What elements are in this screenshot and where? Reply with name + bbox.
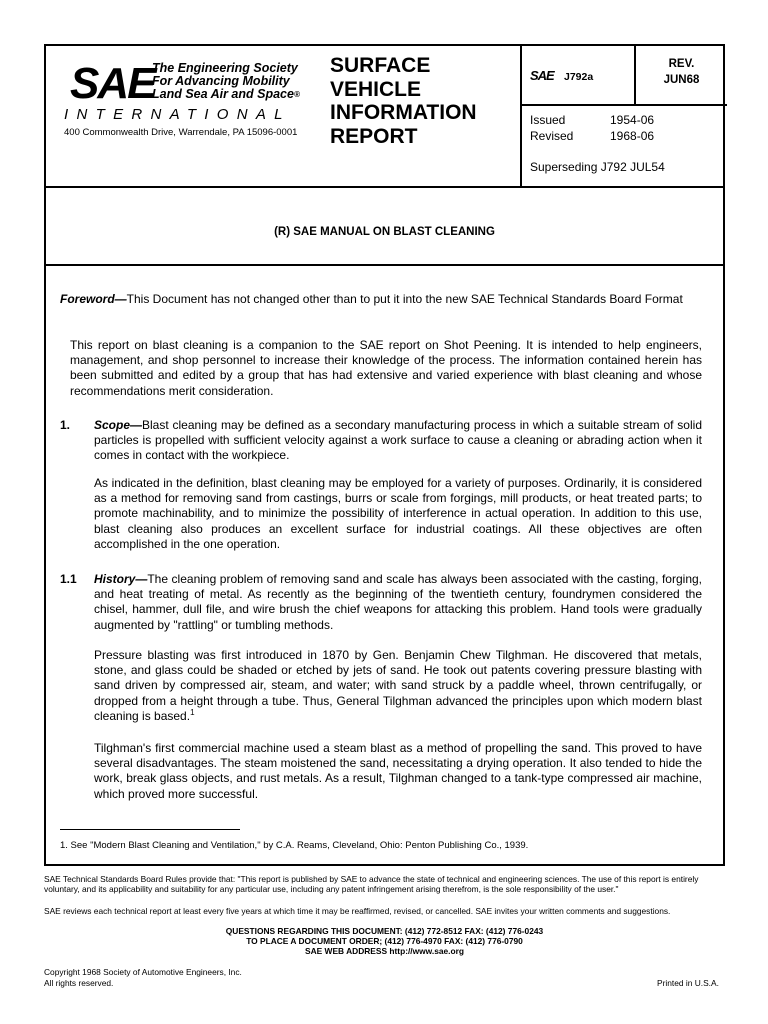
scope-lead: Scope—	[94, 418, 143, 432]
doc-number: J792a	[564, 71, 594, 83]
report-type-line-1: SURFACE	[330, 54, 431, 77]
copyright	[44, 967, 242, 988]
rules-line-2: voluntary, and its applicability and suitability for any particular use, including any patent infringement arising therefrom, is the sole responsibility of the user."	[44, 884, 619, 894]
title-block	[46, 188, 723, 266]
history-p2-text: Pressure blasting was first introduced in 1870 by Gen. Benjamin Chew Tilghman. He discovered that metals, stone, and glass could be shaded or etched by jets of sand. He took out patents covering pressure blasting with sand driven by compressed air, steam, and water; with sand struck by a paddle wheel, thrown centrifugally, or dropped from a height through a tube. Thus, General Tilghman advanced the principles upon which modern blast cleaning is based.	[94, 648, 702, 723]
history-number: 1.1	[60, 572, 77, 586]
scope-paragraph	[94, 418, 702, 464]
review-note: SAE reviews each technical report at least every five years at which time it may be reaffirmed, revised, or cancelled. SAE invites your written comments and suggestions.	[44, 906, 671, 916]
revised-label: Revised	[530, 129, 574, 143]
foreword-lead: Foreword—	[60, 292, 127, 306]
document-title: (R) SAE MANUAL ON BLAST CLEANING	[274, 226, 495, 238]
registered-mark: ®	[293, 90, 300, 99]
society-line-1: The Engineering Society	[152, 61, 298, 75]
intro-paragraph: This report on blast cleaning is a companion to the SAE report on Shot Peening. It is intended to help engineers, management, and shop personnel to increase their knowledge of the process. The information contained herein has been submitted and edited by a group that has had extensive and varied experience with blast cleaning and whose recommendations merit consideration.	[70, 338, 702, 398]
superseding: Superseding J792 JUL54	[530, 160, 665, 174]
issue-dates	[530, 112, 654, 144]
history-paragraph	[94, 572, 702, 633]
issued-row	[530, 112, 654, 128]
report-type-line-2: VEHICLE	[330, 77, 422, 101]
history-paragraph-3: Tilghman's first commercial machine used a steam blast as a method of propelling the sand. This proved to have several disadvantages. The steam moistened the sand, necessitating a drying operation. It also tended to hide the work, break glass objects, and rust metals. As a result, Tilghman changed to a tank-type compressed air machine, which proved more successful.	[94, 741, 702, 801]
questions-line: QUESTIONS REGARDING THIS DOCUMENT: (412) 772-8512 FAX: (412) 776-0243	[225, 926, 544, 936]
scope-paragraph-2: As indicated in the definition, blast cleaning may be employed for a variety of purposes. Ordinarily, it is considered as a method for removing sand from castings, burrs or scale from forgings, mill products, or heat treated parts; to promote machinability, and to minimize the possibility of interference in actual operation. In addition to this use, blast cleaning also produces an excellent surface for industrial coatings. All these objectives are often accomplished in the one operation.	[94, 476, 702, 551]
copyright-line-1: Copyright 1968 Society of Automotive Engineers, Inc.	[44, 967, 242, 977]
revised-value: 1968-06	[610, 129, 655, 143]
society-line-3-text: Land Sea Air and Space	[152, 87, 294, 101]
revision-box	[634, 46, 727, 106]
scope-text: Blast cleaning may be defined as a secondary manufacturing process in which a suitable stream of solid particles is propelled with sufficient velocity against a work surface to cause a cleaning or abrading action when it comes in contact with the workpiece.	[94, 418, 702, 463]
web-line: SAE WEB ADDRESS http://www.sae.org	[305, 946, 464, 956]
report-type-line-4: REPORT	[330, 124, 418, 148]
footnote-rule	[60, 829, 240, 830]
footnote-ref: 1	[190, 707, 195, 717]
issued-value: 1954-06	[610, 113, 655, 127]
report-type-line-3: INFORMATION	[330, 101, 477, 124]
document-info-panel	[520, 46, 725, 186]
society-line-3	[152, 88, 332, 101]
rev-label: REV.	[668, 58, 695, 70]
address: 400 Commonwealth Drive, Warrendale, PA 15096-0001	[64, 127, 298, 138]
footnote: 1. See "Modern Blast Cleaning and Ventilation," by C.A. Reams, Cleveland, Ohio: Penton Publishing Co., 1939.	[60, 840, 529, 851]
history-paragraph-2	[94, 648, 702, 724]
copyright-line-2: All rights reserved.	[44, 977, 114, 988]
doc-sae-logo: SAE	[530, 68, 554, 83]
foreword-text: This Document has not changed other than to put it into the new SAE Technical Standards Board Format	[126, 292, 683, 306]
report-type	[330, 54, 477, 148]
society-line-2: For Advancing Mobility	[152, 74, 290, 88]
history-lead: History—	[94, 572, 148, 586]
foreword-paragraph	[60, 292, 712, 307]
revised-row	[530, 128, 654, 144]
sae-logo: SAE	[70, 59, 155, 108]
rev-date: JUN68	[663, 74, 700, 86]
issued-label: Issued	[530, 113, 566, 127]
international-wordmark: INTERNATIONAL	[64, 106, 291, 123]
document-frame	[44, 44, 725, 866]
order-line: TO PLACE A DOCUMENT ORDER; (412) 776-4970 FAX: (412) 776-0790	[246, 936, 523, 946]
doc-number-box	[522, 46, 634, 106]
scope-number: 1.	[60, 418, 71, 432]
history-text: The cleaning problem of removing sand and scale has always been associated with the casting, forging, and heat treating of metal. As recently as the beginning of the twentieth century, foundrymen considered the chisel, hammer, dull file, and wire brush the chief weapons for attacking this problem. Hand tools were gradually augmented by "rattling" or tumbling methods.	[94, 572, 702, 632]
printed-in: Printed in U.S.A.	[657, 978, 719, 988]
society-tagline	[152, 62, 332, 101]
rules-line-1: SAE Technical Standards Board Rules provide that: "This report is published by SAE to advance the state of technical and engineering sciences. The use of this report is entirely	[44, 874, 699, 884]
header-block	[46, 46, 723, 188]
